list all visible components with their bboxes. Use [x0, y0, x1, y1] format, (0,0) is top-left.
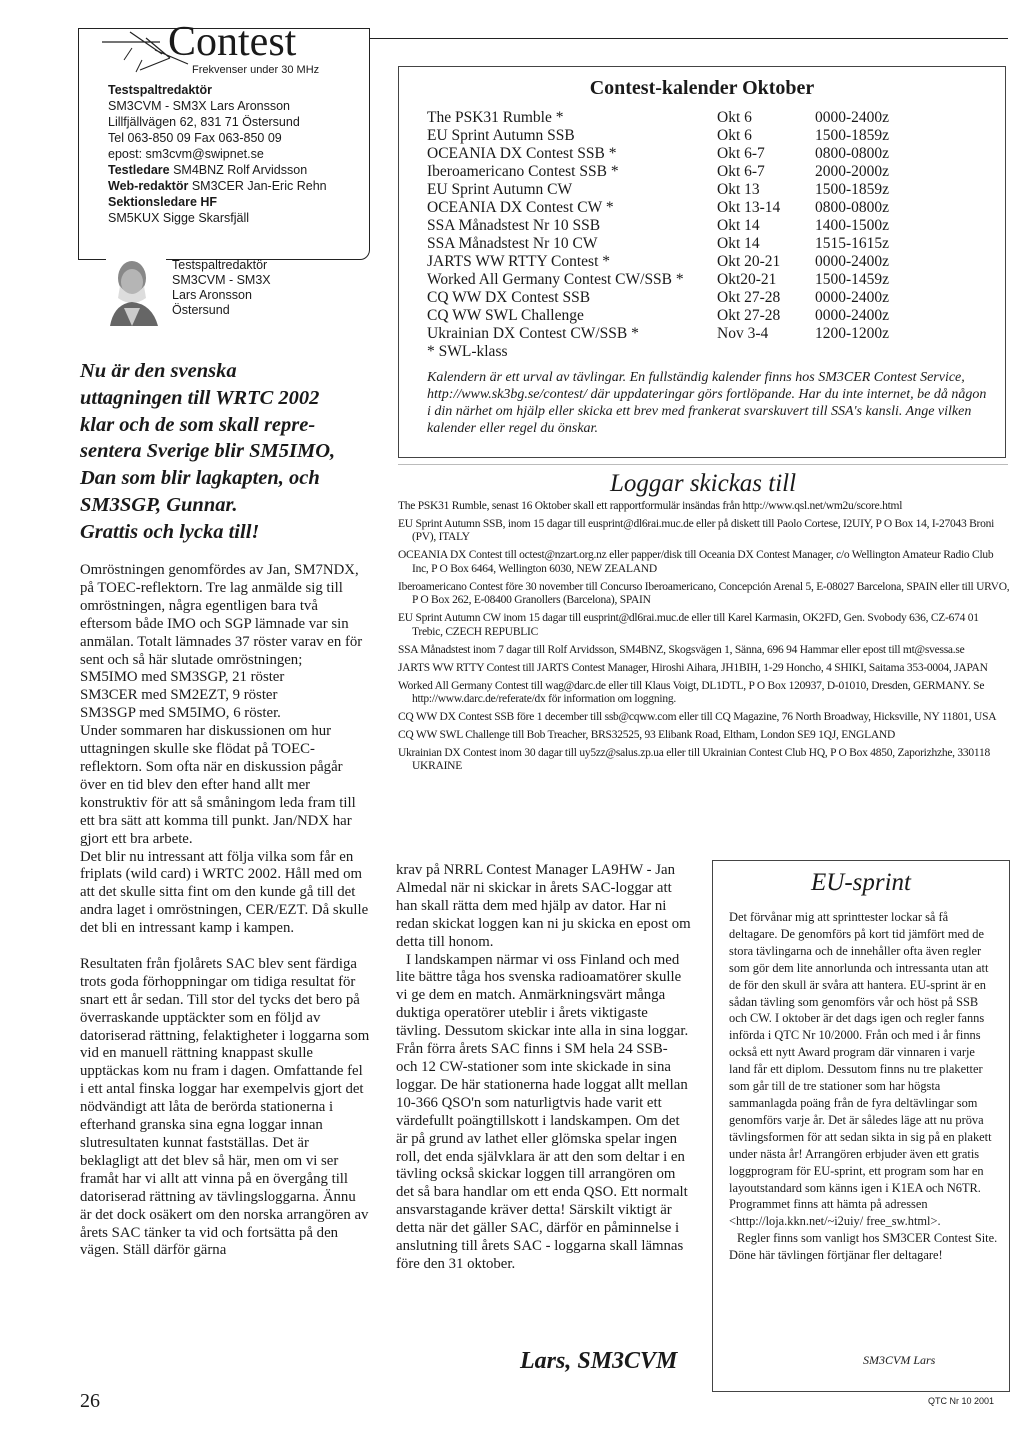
testleader-line: Testledare SM4BNZ Rolf Arvidsson	[108, 163, 308, 177]
editor-address: Lillfjällvägen 62, 831 71 Östersund	[108, 115, 300, 129]
contest-date: Okt 14	[717, 235, 760, 252]
logs-list	[398, 500, 1010, 778]
contest-time: 1500-1459z	[815, 271, 890, 288]
calendar-row	[427, 199, 955, 217]
contest-name: CQ WW SWL Challenge	[427, 307, 584, 324]
contest-date: Okt 13-14	[717, 199, 781, 216]
calendar-row	[427, 181, 955, 199]
calendar-row	[427, 253, 955, 271]
result-line: SM3SGP med SM5IMO, 6 röster.	[80, 705, 281, 722]
calendar-row	[427, 163, 955, 181]
calendar-note: Kalendern är ett urval av tävlingar. En fullständig kalender finns hos SM3CER Contest Service, http://www.sk3bg.se/contest/ där uppdateringar görs fortlöpande. Har du inte internet, be då någon i din närhet om hjälp eller skicka ett brev med frankerat svarskuvert till SSA's kansli. Ange vilken kalender eller regel du önskar.	[427, 370, 987, 436]
calendar-row	[427, 289, 955, 307]
issue-footer: QTC Nr 10 2001	[928, 1396, 995, 1406]
paragraph: Det blir nu intressant att följa vilka som får en friplats (wild card) i WRTC 2002. Håll med om att det skulle sitta fint om den kunde gå till det andra laget i omröstningen, CER/EZT. Då skulle det bli en intressant kamp i kampen.	[80, 848, 369, 937]
calendar-row	[427, 127, 955, 145]
contest-name: OCEANIA DX Contest CW *	[427, 199, 614, 216]
result-line: SM5IMO med SM3SGP, 21 röster	[80, 669, 285, 686]
calendar-title: Contest-kalender Oktober	[589, 77, 815, 99]
contest-calendar-box	[398, 66, 1006, 458]
contest-name: The PSK31 Rumble *	[427, 109, 564, 126]
calendar-row	[427, 235, 955, 253]
contest-time: 0800-0800z	[815, 145, 890, 162]
log-entry: Ukrainian DX Contest inom 30 dagar till uy5zz@salus.zp.ua eller till Ukrainian Contest Club HQ, P O Box 4850, Zaporizhzhe, 330118 UKRAINE	[398, 746, 990, 773]
paragraph: I landskampen närmar vi oss Finland och med lite bättre tåga hos svenska radioamatörer skulle vi ge dem en match. Anmärkningsvärt många duktiga operatörer uteblir i årets viktigaste tävling. Dessutom skickar inte alla in sina loggar. Från förra årets SAC finns i SM hela 24 SSB- och 12 CW-stationer som inte skickade in sina loggar. De här stationerna hade loggat allt mellan 10-366 QSO'n som naturligtvis hade varit ett värdefullt poängtillskott i landskampen. Om det är på grund av lathet eller glömska spelar ingen roll, det enda självklara är att den som deltar i en tävling också skickar loggen till arrangören om det så bara handlar om ett enda QSO. Ett normalt ansvarstagande kräver detta! Särskilt viktigt är detta när det gäller SAC, därför en påminnelse i anslutning till årets SAC - loggarna skall lämnas före den 31 oktober.	[396, 951, 689, 1272]
paragraph: krav på NRRL Contest Manager LA9HW - Jan Almedal när ni skickar in årets SAC-loggar att han skall rätta dem med hjälp av dator. Har ni redan skickat loggen kan ni ju skicka en epost om detta till honom.	[396, 862, 691, 950]
contest-name: SSA Månadstest Nr 10 SSB	[427, 217, 601, 234]
log-entry: EU Sprint Autumn CW inom 15 dagar till eusprint@dl6rai.muc.de eller till Karel Karmasin, OK2FD, Gen. Svobody 636, CZ-674 01 Trebic, CZECH REPUBLIC	[398, 612, 979, 638]
log-entry: OCEANIA DX Contest till octest@nzart.org.nz eller papper/disk till Oceania DX Contest Manager, c/o Wellington Amateur Radio Club Inc, P O Box 6464, Wellington 6030, NEW ZEALAND	[398, 549, 994, 575]
contest-date	[717, 343, 815, 361]
editor-role: Testspaltredaktör	[108, 83, 212, 97]
eu-sprint-text: Det förvånar mig att sprinttester lockar så få deltagare. De genomförs på kort tid jämfört med de stora tävlingarna och de innehåller ofta även regler som gör dem lite annorlunda och intressanta utan att de för den skull är svåra att hantera. EU-sprint är en sådan tävling som genomförs vår och höst på SSB och CW. I oktober är det dags igen och regler fanns införda i QTC Nr 10/2000. Från och med i år finns också ett nytt Award program där vinnaren i varje land får ett diplom. Dessutom finns nu tre plaketter som går till de tre stationer som har högsta sammanlagda poäng från de fyra deltävlingar som genomförs varje år. Det är således läge att nu pröva tävlingsformen för att sedan sikta in sig på en plakett under nästa år! Arrangören erbjuder även ett gratis loggprogram för EU-sprint, ett program som har en layoutstandard som känns igen i K1EA och N6TR. Programmet finns att hämta på adressen <http://loja.kkn.net/~i2uiy/ free_sw.html>. Regler finns som vanligt hos SM3CER Contest Site. Döne här tävlingen förtjänar fler deltagare!	[729, 910, 998, 1263]
contest-name: Iberoamericano Contest SSB *	[427, 163, 619, 180]
contest-time: 0000-2400z	[815, 307, 890, 324]
contest-name: Worked All Germany Contest CW/SSB *	[427, 271, 684, 288]
paragraph: Resultaten från fjolårets SAC blev sent färdiga trots goda förhoppningar om tidiga resultat för snart ett år sedan. Till stor del tycks det bero på överraskande upptäckter som en följd av datoriserad rättning, felaktigheter i loggarna som vid en manuell rättning knappast skulle upptäckas kom nu fram i dagen. Omfattande fel i ett antal finska loggar har exempelvis gjort det nödvändigt att låta de berörda stationerna i efterhand granska sina egna loggar innan slutresultaten kunnat fastställas. Det är beklagligt att det blev så här, men om vi ser framåt har vi allt att vinna på en övergång till datoriserad rättning av tävlingsloggarna. Ännu är det dock osäkert om den norska arrangören av årets SAC tänker ta vid och fortsätta på den vägen. Ställ därför gärna	[80, 955, 370, 1259]
contest-name: EU Sprint Autumn CW	[427, 181, 573, 198]
article-signature: Lars, SM3CVM	[520, 1348, 678, 1374]
eu-sprint-title: EU-sprint	[811, 869, 911, 896]
contest-date: Okt 6	[717, 109, 752, 126]
log-entry: CQ WW SWL Challenge till Bob Treacher, BRS32525, 93 Elibank Road, Eltham, London SE9 1QJ, ENGLAND	[398, 728, 896, 741]
contest-time: 1500-1859z	[815, 181, 890, 198]
intro-heading: Nu är den svenska uttagningen till WRTC 2002 klar och de som skall repre- sentera Sverige blir SM5IMO, Dan som blir lagkapten, och SM3SGP, Gunnar. Grattis och lycka till!	[80, 360, 336, 543]
calendar-row	[427, 145, 955, 163]
result-line: SM3CER med SM2EZT, 9 röster	[80, 687, 278, 704]
section-title: Contest	[168, 19, 297, 65]
paragraph: Omröstningen genomfördes av Jan, SM7NDX, på TOEC-reflektorn. Tre lag anmälde sig till omröstningen, några egentligen bara två eftersom både IMO och SGP lämnade var sin anmälan. Totalt lämnades 37 röster varav en för sent och så här slutade omröstningen;	[80, 562, 363, 668]
contest-date: Okt 20-21	[717, 253, 781, 270]
contest-time: 1400-1500z	[815, 217, 890, 234]
log-entry: EU Sprint Autumn SSB, inom 15 dagar till eusprint@dl6rai.muc.de eller på diskett till Paolo Cortese, I2UIY, P O Box 14, I-27043 Broni (PV), ITALY	[398, 517, 995, 544]
editor-name: SM3CVM - SM3X Lars Aronsson	[108, 99, 291, 113]
calendar-row	[427, 307, 955, 325]
eu-sprint-box	[712, 860, 1010, 1392]
calendar-row	[427, 325, 955, 343]
contest-date: Nov 3-4	[717, 325, 769, 342]
log-entry: SSA Månadstest inom 7 dagar till Rolf Arvidsson, SM4BNZ, Skogsvägen 1, Sänna, 696 94 Hammar eller epost till mt@svessa.se	[398, 643, 965, 656]
contest-date: Okt 27-28	[717, 289, 781, 306]
contest-date: Okt 6-7	[717, 163, 765, 180]
calendar-row	[427, 217, 955, 235]
contest-time: 0000-2400z	[815, 289, 890, 306]
contest-time: 0800-0800z	[815, 199, 890, 216]
contest-date: Okt 6-7	[717, 145, 765, 162]
web-editor-line: Web-redaktör SM3CER Jan-Eric Rehn	[108, 179, 327, 193]
calendar-row	[427, 343, 955, 361]
contest-time	[815, 343, 955, 361]
frequency-note: Frekvenser under 30 MHz	[192, 64, 320, 76]
header-rule	[370, 38, 1008, 39]
contest-time: 0000-2400z	[815, 253, 890, 270]
contest-name: OCEANIA DX Contest SSB *	[427, 145, 617, 162]
log-entry: Worked All Germany Contest till wag@darc.de eller till Klaus Voigt, DL1DTL, P O Box 120937, D-01010, Dresden, GERMANY. Se http://www.darc.de/referate/dx för information om loggning.	[398, 679, 985, 706]
contest-name: JARTS WW RTTY Contest *	[427, 253, 610, 270]
left-column-text	[80, 562, 370, 1260]
calendar-table	[427, 109, 955, 361]
divider	[398, 464, 1008, 465]
section-leader-label: Sektionsledare HF	[108, 195, 218, 209]
contest-date: Okt 6	[717, 127, 752, 144]
calendar-row	[427, 109, 955, 127]
logs-title: Loggar skickas till	[609, 470, 797, 497]
log-entry: JARTS WW RTTY Contest till JARTS Contest Manager, Hiroshi Aihara, JH1BIH, 1-29 Honcho, 4 SHIKI, Saitama 353-0004, JAPAN	[398, 661, 988, 674]
contest-name: EU Sprint Autumn SSB	[427, 127, 575, 144]
log-entry: Iberoamericano Contest före 30 november till Concurso Iberoamericano, Concepción Arenal 5, E-08027 Barcelona, SPAIN eller till URVO, P O Box 262, E-08400 Granollers (Barcelona), SPAIN	[398, 580, 1010, 607]
contest-name: Ukrainian DX Contest CW/SSB *	[427, 325, 639, 342]
contest-time: 1500-1859z	[815, 127, 890, 144]
contest-time: 1515-1615z	[815, 235, 890, 252]
page-number: 26	[80, 1390, 100, 1412]
calendar-row	[427, 271, 955, 289]
paragraph: Under sommaren har diskussionen om hur uttagningen skulle ske flödat på TOEC-reflektorn. Som ofta när en diskussion pågår över en tid blev den efter hand allt mer konstruktiv för att så småningom leda fram till ett bra sätt att komma till punkt. Jan/NDX har gjort ett bra arbete.	[80, 723, 356, 847]
photo-caption: Testspaltredaktör SM3CVM - SM3X Lars Aronsson Östersund	[172, 258, 271, 317]
contest-name: * SWL-klass	[427, 343, 508, 360]
editor-phone: Tel 063-850 09 Fax 063-850 09	[108, 131, 282, 145]
editor-email: epost: sm3cvm@swipnet.se	[108, 147, 264, 161]
contest-time: 1200-1200z	[815, 325, 890, 342]
section-leader-name: SM5KUX Sigge Skarsfjäll	[108, 211, 250, 225]
contest-date: Okt 14	[717, 217, 760, 234]
middle-column-text	[396, 862, 692, 1274]
contest-time: 2000-2000z	[815, 163, 890, 180]
contest-name: CQ WW DX Contest SSB	[427, 289, 591, 306]
editor-photo	[106, 252, 166, 326]
contest-date: Okt 13	[717, 181, 760, 198]
contest-time: 0000-2400z	[815, 109, 890, 126]
eu-sprint-signature: SM3CVM Lars	[863, 1353, 936, 1367]
contest-date: Okt 27-28	[717, 307, 781, 324]
log-entry: CQ WW DX Contest SSB före 1 december till ssb@cqww.com eller till CQ Magazine, 76 North Broadway, Hicksville, NY 11801, USA	[398, 711, 997, 724]
log-entry: The PSK31 Rumble, senast 16 Oktober skall ett rapportformulär insändas från http://www.qsl.net/wm2u/score.html	[398, 500, 903, 512]
contest-name: SSA Månadstest Nr 10 CW	[427, 235, 598, 252]
contest-date: Okt20-21	[717, 271, 777, 288]
